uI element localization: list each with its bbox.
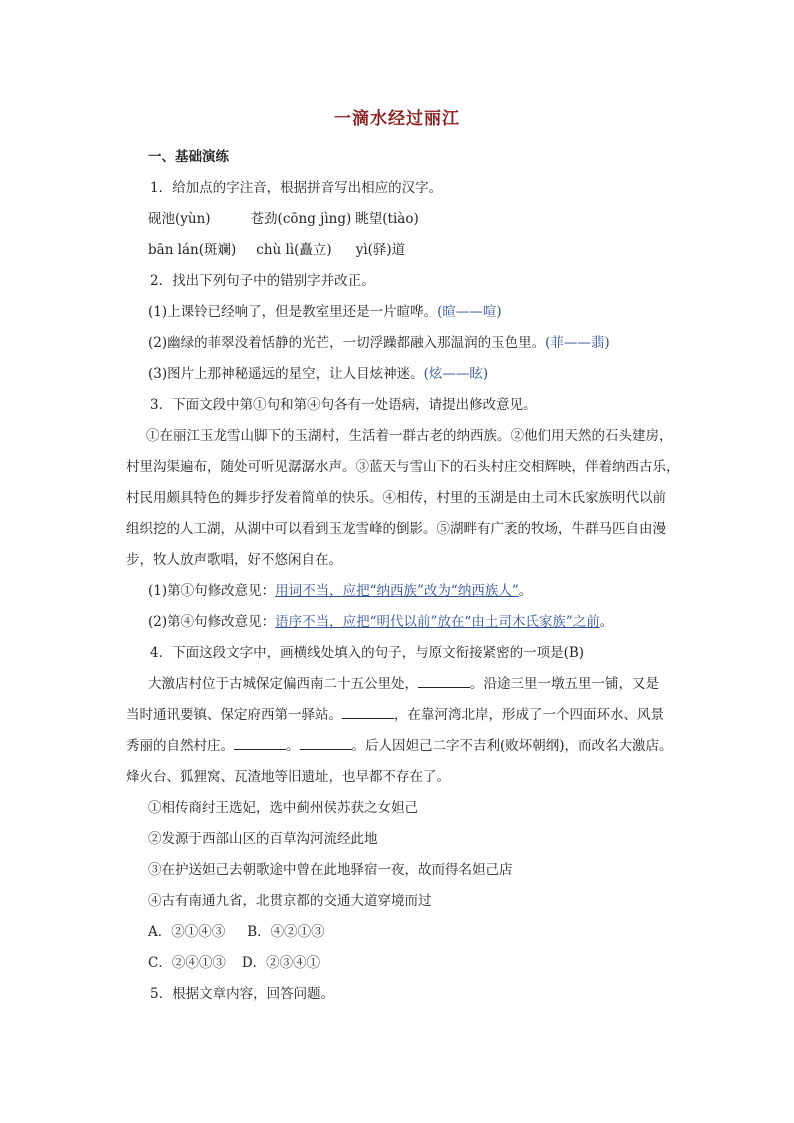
q2-answer: (菲——翡): [545, 335, 610, 351]
q1-item: 苍劲(cōng jìng): [250, 211, 352, 227]
q4-option: ②发源于西部山区的百草沟河流经此地: [148, 831, 378, 847]
q2-text: (3)图片上那神秘遥远的星空，让人目炫神迷。: [148, 366, 424, 382]
q4-option: ③在护送妲己去朝歌途中曾在此地驿宿一夜，故而得名妲己店: [148, 862, 513, 878]
q2-prompt: 2．找出下列句子中的错别字并改正。: [150, 273, 375, 289]
q3-answer-text: 语序不当，应把“明代以前”放在“由土司木氏家族”之前: [275, 614, 600, 630]
q3-answer-1: [148, 576, 678, 607]
choice-c: C．②④①③: [148, 955, 226, 971]
q1-item: chù lì(矗立): [256, 242, 332, 258]
q4-choices-row: [148, 948, 678, 979]
q4-option: ④古有南通九省，北贯京都的交通大道穿境而过: [148, 893, 432, 909]
passage-line: 组织挖的人工湖，从湖中可以看到玉龙雪峰的倒影。⑤湖畔有广袤的牧场，牛群马匹自由漫: [126, 521, 666, 537]
passage-line: 村里沟渠遍布，随处可听见潺潺水声。③蓝天与雪山下的石头村庄交相辉映，伴着纳西古乐，: [126, 459, 680, 475]
choice-d: D．②③④①: [241, 955, 321, 971]
fill-blank: [418, 673, 470, 688]
passage-text: 大激店村位于古城保定偏西南二十五公里处，: [148, 676, 418, 692]
choice-b: B．④②①③: [247, 924, 325, 940]
section-heading: 一、基础演练: [148, 149, 229, 165]
content-body: [126, 142, 680, 1010]
passage-text: 秀丽的自然村庄。: [126, 738, 234, 754]
q4-passage-line: [126, 700, 678, 731]
choice-a: A．②①④③: [148, 924, 226, 940]
q1-prompt: 1．给加点的字注音，根据拼音写出相应的汉字。: [150, 180, 443, 196]
q4-prompt: 4．下面这段文字中，画横线处填入的句子，与原文衔接紧密的一项是(B): [150, 645, 585, 661]
page-title: 一滴水经过丽江: [334, 109, 460, 129]
passage-line: 步，牧人放声歌唱，好不悠闲自在。: [126, 552, 342, 568]
q3-answer-label: (1)第①句修改意见：: [148, 583, 276, 599]
fill-blank: [342, 704, 394, 719]
q1-row1: [148, 204, 678, 235]
q3-answer-end: 。: [518, 583, 533, 599]
q4-passage-line: 秀丽的自然村庄。 。 。后人因妲己二字不吉利(败坏朝纲)，而改名大激店。: [126, 731, 678, 762]
q2-answer: (暄——喧): [437, 304, 502, 320]
q2-text: (2)幽绿的菲翠没着恬静的光芒，一切浮躁都融入那温润的玉色里。: [148, 335, 546, 351]
q5-prompt: 5．根据文章内容，回答问题。: [150, 986, 335, 1002]
q1-item: 砚池(yùn): [148, 211, 211, 227]
passage-text: ，在靠河湾北岸，形成了一个四面环水、风景: [394, 707, 664, 723]
q2-text: (1)上课铃已经响了，但是教室里还是一片暄哗。: [148, 304, 438, 320]
q3-answer-2: [148, 607, 678, 638]
q3-answer-end: 。: [599, 614, 614, 630]
q2-item: [148, 359, 678, 390]
q4-option: ①相传商纣王选妃，选中蓟州侯苏获之女妲己: [148, 800, 418, 816]
q1-row2: [148, 235, 678, 266]
q4-passage-line: 烽火台、狐狸窝、瓦渣地等旧遗址，也早都不存在了。: [126, 769, 450, 785]
passage-text: 当时通讯要镇、保定府西第一驿站。: [126, 707, 342, 723]
q3-answer-label: (2)第④句修改意见：: [148, 614, 276, 630]
passage-line: 村民用颇具特色的舞步抒发着简单的快乐。④相传，村里的玉湖是由土司木氏家族明代以前: [126, 490, 666, 506]
q2-item: [148, 297, 678, 328]
q3-prompt: 3．下面文段中第①句和第④句各有一处语病，请提出修改意见。: [150, 397, 537, 413]
passage-text: 。后人因妲己二字不吉利(败坏朝纲)，而改名大激店。: [351, 738, 673, 754]
passage-line: ①在丽江玉龙雪山脚下的玉湖村，生活着一群古老的纳西族。②他们用天然的石头建房，: [146, 428, 673, 444]
passage-text: 。沿途三里一墩五里一铺，又是: [470, 676, 659, 692]
q1-item: 眺望(tiào): [355, 211, 419, 227]
q2-item: [148, 328, 678, 359]
q2-answer: (炫——眩): [423, 366, 489, 382]
q3-answer-text: 用词不当，应把“纳西族”改为“纳西族人”: [275, 583, 519, 599]
q4-choices-row: [148, 917, 678, 948]
fill-blank: [300, 735, 352, 750]
q4-passage-line: [148, 669, 678, 700]
q1-item: bān lán(斑斓): [148, 242, 237, 258]
q3-passage: [126, 421, 680, 576]
fill-blank: [234, 735, 286, 750]
q1-item: yì(驿)道: [355, 242, 406, 258]
